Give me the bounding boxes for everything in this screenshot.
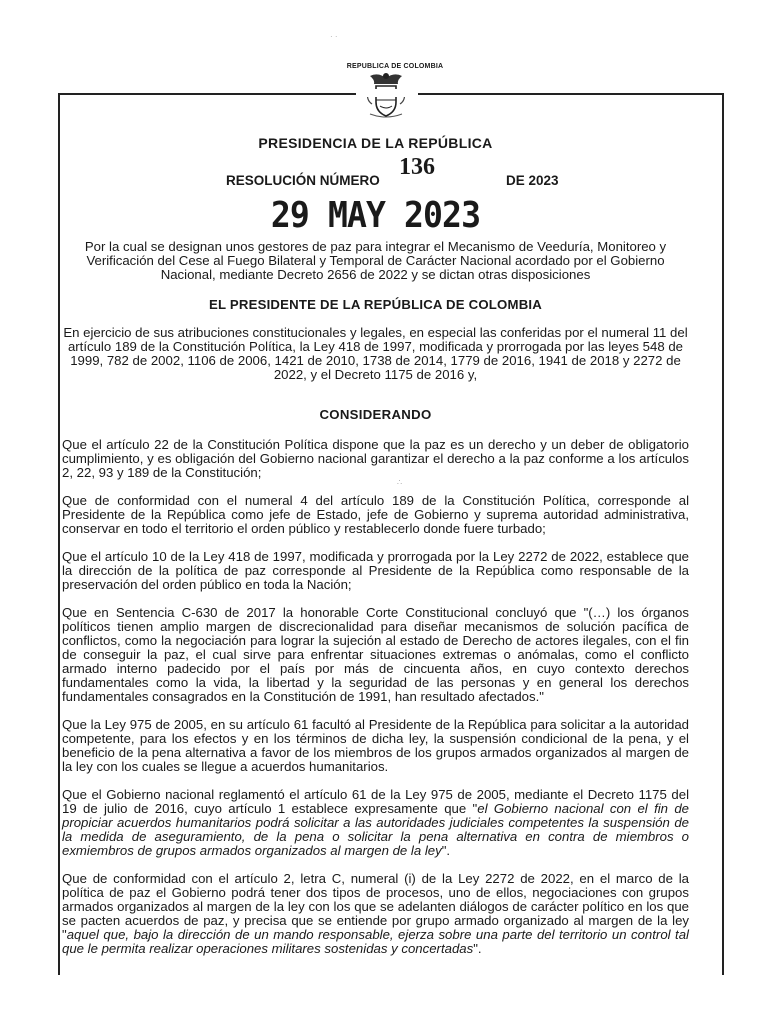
paragraph-text: ". <box>473 941 482 956</box>
consideration-paragraph: Que la Ley 975 de 2005, en su artículo 61 facultó al Presidente de la República para solicitar a la autoridad competente, para los efectos y en los términos de dicha ley, la suspensión condicional de la pena, y el beneficio de la pena alternativa a favor de los miembros de los grupos armados organizados al margen de la ley con los cuales se llegue a acuerdos humanitarios. <box>62 717 689 774</box>
resolution-label: RESOLUCIÓN NÚMERO <box>226 173 380 188</box>
preamble: En ejercicio de sus atribuciones constitucionales y legales, en especial las conferidas por el numeral 11 del artículo 189 de la Constitución Política, la Ley 418 de 1997, modificada y prorrogada por las leyes 548 de 1999, 782 de 2002, 1106 de 2006, 1421 de 2010, 1738 de 2014, 1779 de 2016, 1941 de 2018 y 2272 de 2022, y el Decreto 1175 de 2016 y, <box>63 325 688 382</box>
consideration-paragraph: Que de conformidad con el numeral 4 del artículo 189 de la Constitución Política, corresponde al Presidente de la República como jefe de Estado, jefe de Gobierno y suprema autoridad administrativa, conservar en todo el territorio el orden público y restablecerlo donde fuere turbado; <box>62 493 689 536</box>
paragraph-text: Que el Gobierno nacional reglamentó el artículo 61 de la Ley 975 de 2005, mediante el Decreto 1175 del 19 de julio de 2016, cuyo artículo 1 establece expresamente que " <box>62 787 689 816</box>
paragraph-text: ". <box>441 843 451 858</box>
consideration-paragraph <box>62 872 689 956</box>
resolution-subject: Por la cual se designan unos gestores de paz para integrar el Mecanismo de Veeduría, Monitoreo y Verificación del Cese al Fuego Bilateral y Temporal de Carácter Nacional acordado por el Gobierno Nacional, mediante Decreto 2656 de 2022 y se dictan otras disposiciones <box>84 239 667 282</box>
resolution-number: 136 <box>399 154 435 180</box>
scan-speck: · · <box>330 32 338 41</box>
quoted-text: el Gobierno nacional con el fin de propiciar acuerdos humanitarios podrá solicitar a las autoridades judiciales competentes la suspensión de la medida de aseguramiento, de la pena o solicitar la pena alternativa en contra de miembros o exmiembros de grupos armados organizados al margen de la ley <box>62 801 689 858</box>
document-body <box>62 130 689 956</box>
quoted-text: aquel que, bajo la dirección de un mando responsable, ejerza sobre una parte del territorio un control tal que le permita realizar operaciones militares sostenidas y concertadas <box>62 927 689 956</box>
country-header: REPUBLICA DE COLOMBIA <box>346 63 444 70</box>
consideration-paragraph: Que en Sentencia C-630 de 2017 la honorable Corte Constitucional concluyó que "(…) los órganos políticos tienen amplio margen de discrecionalidad para diseñar mecanismos de solución pacífica de conflictos, como la negociación para lograr la sujeción al estado de Derecho de actores ilegales, con el fin de conseguir la paz, el cual sirve para enfrentar situaciones extremas o anómalas, como el conflicto armado interno padecido por el país por más de cincuenta años, en cuyo contexto derechos fundamentales como la vida, la libertad y la seguridad de las personas y en general los derechos fundamentales consagrados en la Constitución de 1991, han resultado afectados." <box>62 605 689 704</box>
scan-speck: ∴ <box>397 478 403 487</box>
consideration-paragraph <box>62 788 689 858</box>
paragraph-text: Que de conformidad con el artículo 2, letra C, numeral (i) de la Ley 2272 de 2022, en el marco de la política de paz el Gobierno podrá tener dos tipos de procesos, uno de ellos, negociaciones con grupos armados organizados al margen de la ley con los que se adelanten diálogos de carácter político en los que se pacten acuerdos de paz, y precisa que se entiende por grupo armado organizado al margen de la ley " <box>62 871 689 942</box>
issuer-title: PRESIDENCIA DE LA REPÚBLICA <box>258 135 493 151</box>
consideration-paragraph: Que el artículo 10 de la Ley 418 de 1997, modificada y prorrogada por la Ley 2272 de 2022, establece que la dirección de la política de paz corresponde al Presidente de la República como responsable de la preservación del orden público en toda la Nación; <box>62 549 689 592</box>
considerations <box>62 438 689 956</box>
resolution-year: DE 2023 <box>506 173 559 188</box>
consideration-paragraph: Que el artículo 22 de la Constitución Política dispone que la paz es un derecho y un deber de obligatorio cumplimiento, y es obligación del Gobierno nacional garantizar el derecho a la paz conforme a los artículos 2, 22, 93 y 189 de la Constitución; <box>62 437 689 480</box>
authority-heading: EL PRESIDENTE DE LA REPÚBLICA DE COLOMBIA <box>208 297 543 312</box>
considerando-heading: CONSIDERANDO <box>319 407 432 422</box>
frame-gap <box>356 89 418 97</box>
resolution-row <box>62 154 689 194</box>
date-stamp: 29 MAY 2023 <box>270 195 481 236</box>
